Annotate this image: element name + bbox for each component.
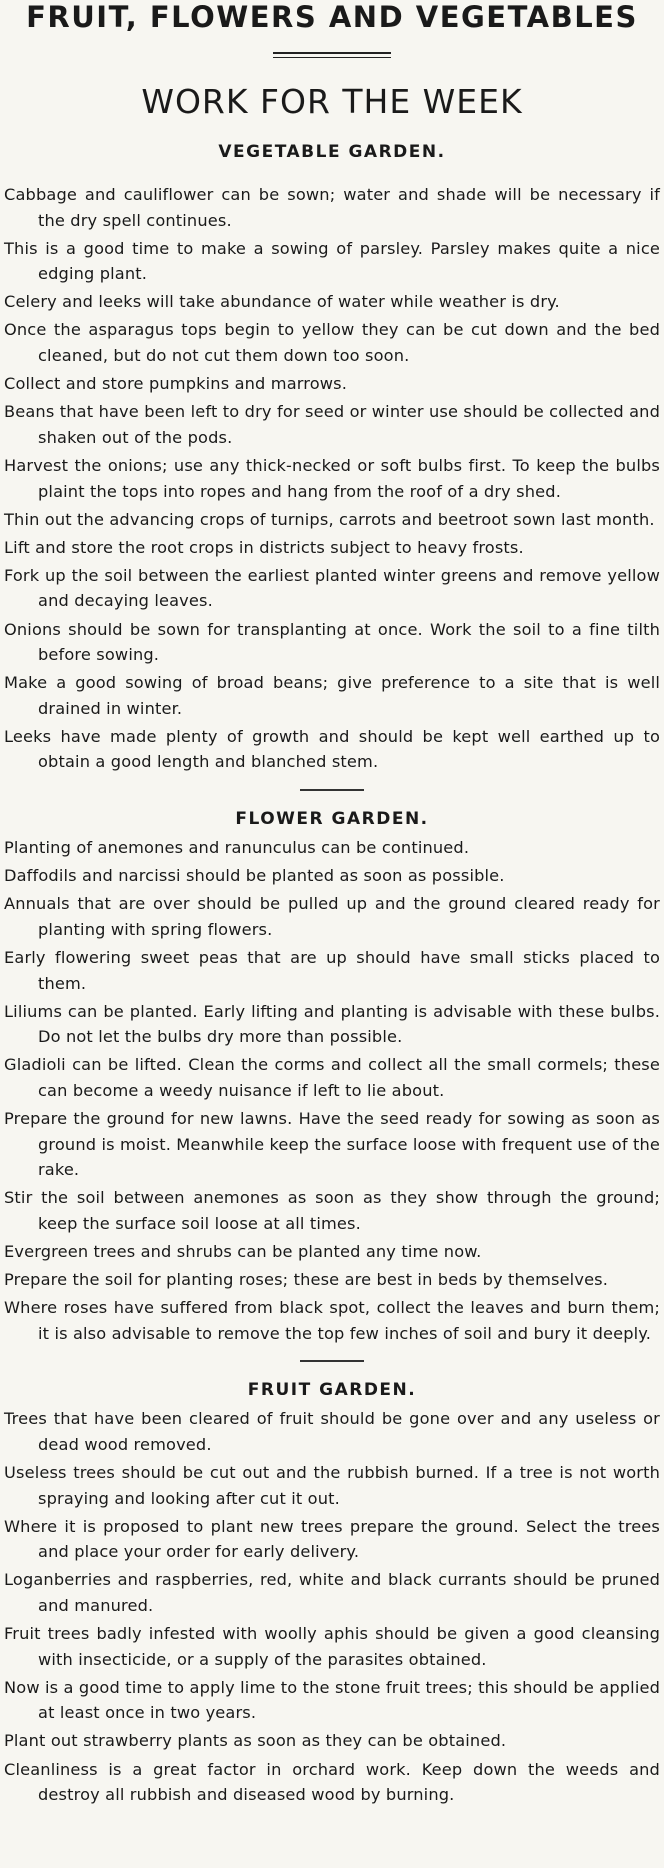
list-item: Celery and leeks will take abundance of water while weather is dry. xyxy=(4,292,560,312)
list-item: This is a good time to make a sowing of parsley. Parsley makes quite a nice edging plant. xyxy=(4,238,660,284)
list-item: Onions should be sown for transplanting at once. Work the soil to a fine tilth before sowing. xyxy=(4,619,660,665)
list-item: Where it is proposed to plant new trees prepare the ground. Select the trees and place your order for early delivery. xyxy=(4,1516,660,1562)
list-item: Early flowering sweet peas that are up should have small sticks placed to them. xyxy=(4,947,660,993)
fruit-garden-heading: FRUIT GARDEN. xyxy=(247,1380,417,1401)
list-item: Gladioli can be lifted. Clean the corms and collect all the small cormels; these can become a weedy nuisance if left to lie about. xyxy=(4,1055,660,1100)
list-item: Make a good sowing of broad beans; give preference to a site that is well drained in winter. xyxy=(4,673,660,718)
list-item: Annuals that are over should be pulled up and the ground cleared ready for planting with spring flowers. xyxy=(4,894,660,939)
fruit-garden-list xyxy=(4,1406,660,1807)
article-subtitle: WORK FOR THE WEEK xyxy=(141,82,523,121)
list-item: Fruit trees badly infested with woolly aphis should be given a good cleansing with insecticide, or a supply of the parasites obtained. xyxy=(4,1624,660,1669)
list-item: Plant out strawberry plants as soon as they can be obtained. xyxy=(4,1731,507,1751)
list-item: Cleanliness is a great factor in orchard work. Keep down the weeds and destroy all rubbish and diseased wood by burning. xyxy=(4,1759,660,1805)
list-item: Harvest the onions; use any thick-necked or soft bulbs first. To keep the bulbs plaint the tops into ropes and hang from the roof of a dry shed. xyxy=(4,455,660,501)
flower-garden-heading: FLOWER GARDEN. xyxy=(235,809,429,830)
list-item: Prepare the soil for planting roses; these are best in beds by themselves. xyxy=(4,1270,609,1290)
double-rule-divider xyxy=(273,52,391,58)
list-item: Liliums can be planted. Early lifting and planting is advisable with these bulbs. Do not let the bulbs dry more than possible. xyxy=(4,1001,660,1047)
list-item: Prepare the ground for new lawns. Have the seed ready for sowing as soon as ground is moist. Meanwhile keep the surface loose with frequent use of the rake. xyxy=(4,1109,661,1180)
list-item: Collect and store pumpkins and marrows. xyxy=(4,374,348,394)
list-item: Useless trees should be cut out and the rubbish burned. If a tree is not worth spraying and looking after cut it out. xyxy=(4,1463,660,1508)
list-item: Now is a good time to apply lime to the stone fruit trees; this should be applied at least once in two years. xyxy=(4,1677,660,1723)
list-item: Where roses have suffered from black spot, collect the leaves and burn them; it is also advisable to remove the top few inches of soil and bury it deeply. xyxy=(4,1298,660,1343)
vegetable-garden-heading: VEGETABLE GARDEN. xyxy=(218,142,446,162)
list-item: Evergreen trees and shrubs can be planted any time now. xyxy=(4,1241,482,1261)
list-item: Beans that have been left to dry for seed or winter use should be collected and shaken out of the pods. xyxy=(4,402,660,447)
list-item: Trees that have been cleared of fruit should be gone over and any useless or dead wood removed. xyxy=(4,1409,660,1454)
list-item: Lift and store the root crops in districts subject to heavy frosts. xyxy=(4,537,524,557)
list-item: Fork up the soil between the earliest planted winter greens and remove yellow and decaying leaves. xyxy=(4,565,660,611)
list-item: Daffodils and narcissi should be planted as soon as possible. xyxy=(4,866,505,886)
list-item: Loganberries and raspberries, red, white and black currants should be pruned and manured. xyxy=(4,1570,660,1615)
list-item: Planting of anemones and ranunculus can be continued. xyxy=(4,838,470,858)
list-item: Cabbage and cauliflower can be sown; water and shade will be necessary if the dry spell continues. xyxy=(4,185,660,230)
section-divider xyxy=(300,1360,364,1362)
flower-garden-list xyxy=(4,835,660,1346)
list-item: Once the asparagus tops begin to yellow they can be cut down and the bed cleaned, but do not cut them down too soon. xyxy=(4,320,660,366)
section-divider xyxy=(300,789,364,791)
list-item: Leeks have made plenty of growth and should be kept well earthed up to obtain a good length and blanched stem. xyxy=(4,726,660,772)
masthead-title: FRUIT, FLOWERS AND VEGETABLES xyxy=(26,0,638,34)
list-item: Stir the soil between anemones as soon as they show through the ground; keep the surface soil loose at all times. xyxy=(4,1188,660,1233)
vegetable-garden-list xyxy=(4,182,660,775)
list-item: Thin out the advancing crops of turnips, carrots and beetroot sown last month. xyxy=(4,509,655,529)
